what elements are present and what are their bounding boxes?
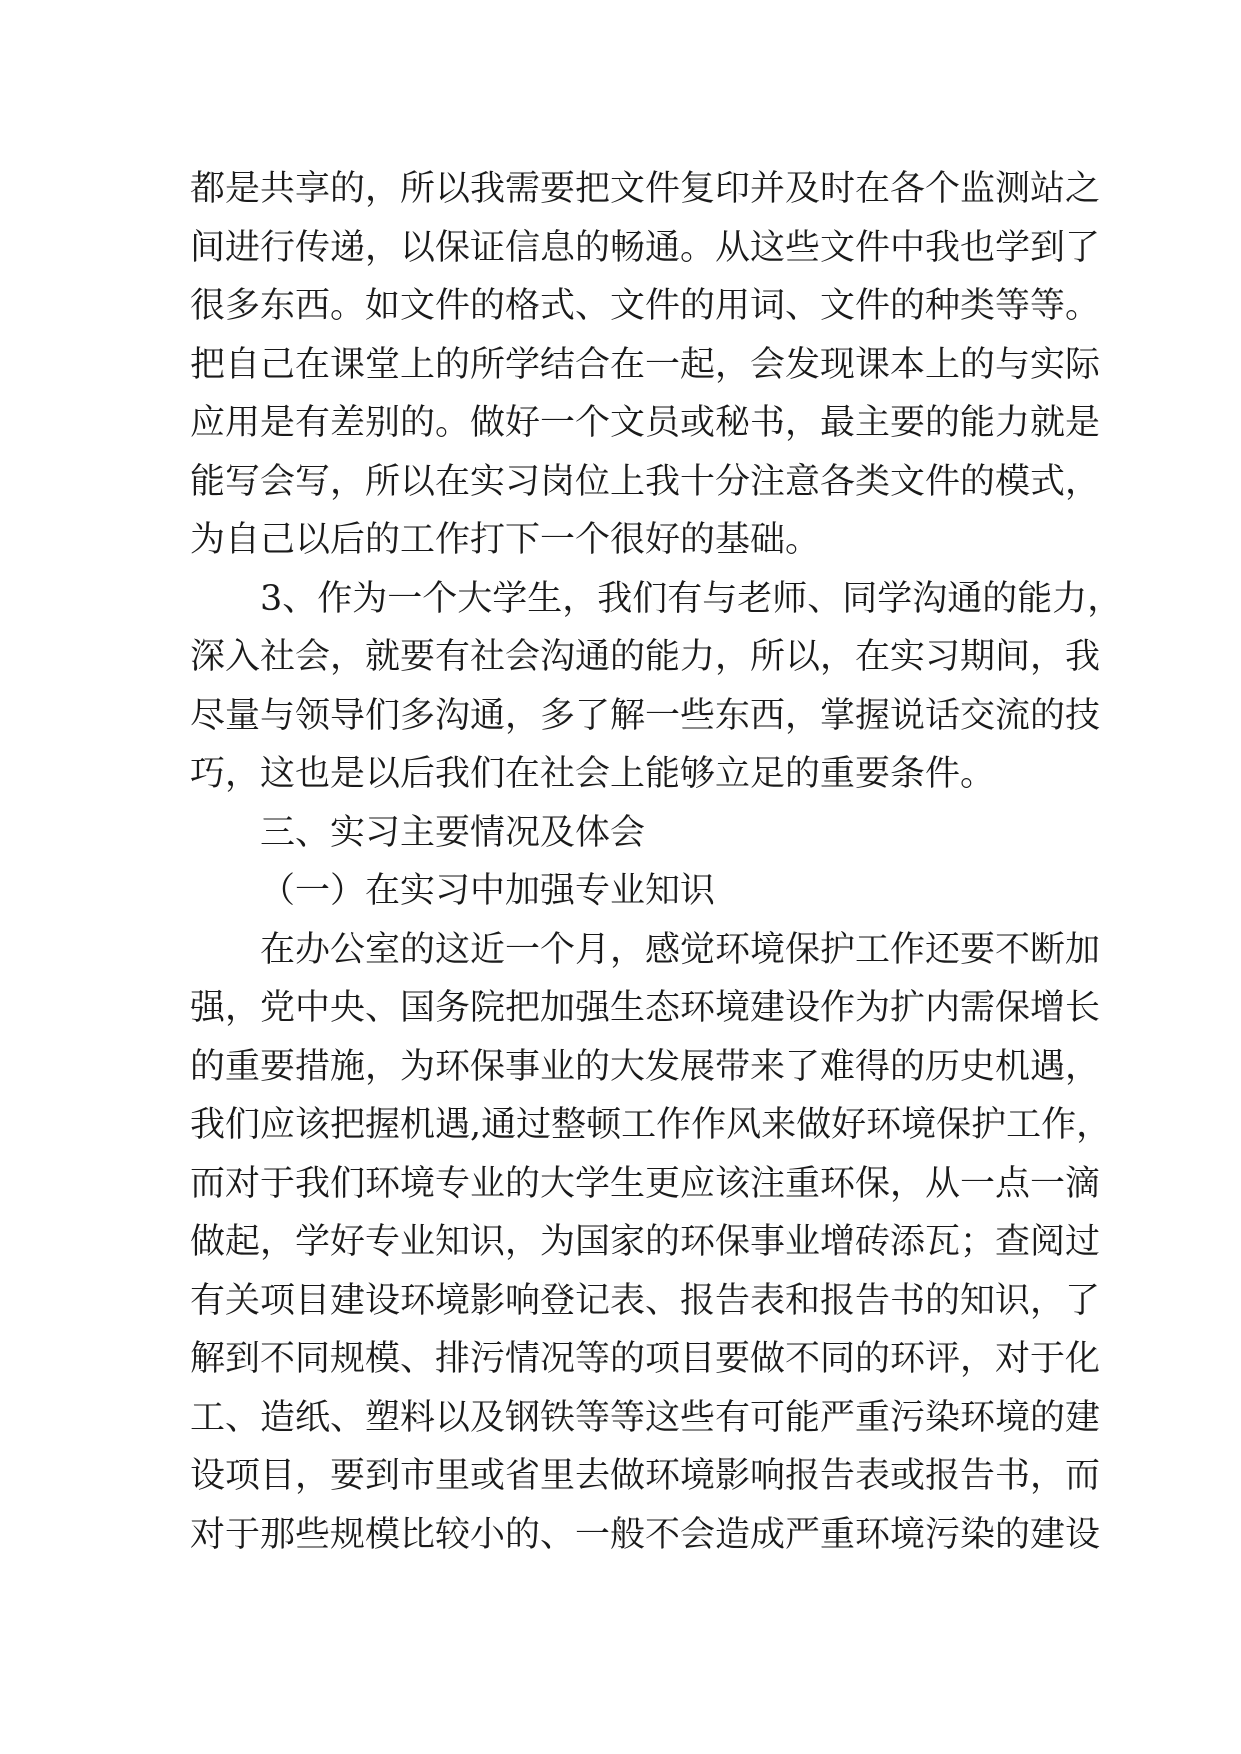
text-line: 间进行传递，以保证信息的畅通。从这些文件中我也学到了 <box>190 227 1101 268</box>
text-line: 的重要措施，为环保事业的大发展带来了难得的历史机遇， <box>190 1046 1101 1087</box>
body-text <box>190 160 1123 1564</box>
text-line: 对于那些规模比较小的、一般不会造成严重环境污染的建设 <box>190 1514 1101 1555</box>
text-line: 我们应该把握机遇,通过整顿工作作风来做好环境保护工作， <box>190 1105 1112 1145</box>
text-line: （一）在实习中加强专业知识 <box>260 871 716 911</box>
text-line: 巧，这也是以后我们在社会上能够立足的重要条件。 <box>190 754 996 794</box>
text-line: 把自己在课堂上的所学结合在一起，会发现课本上的与实际 <box>190 344 1101 385</box>
text-line: 都是共享的，所以我需要把文件复印并及时在各个监测站之 <box>190 169 1101 209</box>
text-line: 强，党中央、国务院把加强生态环境建设作为扩内需保增长 <box>190 988 1101 1028</box>
text-line: 为自己以后的工作打下一个很好的基础。 <box>190 520 821 560</box>
text-line: 很多东西。如文件的格式、文件的用词、文件的种类等等。 <box>190 286 1101 326</box>
text-line: 能写会写，所以在实习岗位上我十分注意各类文件的模式， <box>190 461 1101 502</box>
text-line: 三、实习主要情况及体会 <box>260 812 646 853</box>
text-line: 深入社会，就要有社会沟通的能力，所以，在实习期间，我 <box>190 637 1101 677</box>
text-line: 设项目，要到市里或省里去做环境影响报告表或报告书，而 <box>190 1456 1101 1496</box>
text-line: 解到不同规模、排污情况等的项目要做不同的环评，对于化 <box>190 1339 1101 1379</box>
text-line: 应用是有差别的。做好一个文员或秘书，最主要的能力就是 <box>190 403 1101 443</box>
text-line: 3、作为一个大学生，我们有与老师、同学沟通的能力， <box>260 578 1123 619</box>
text-line: 而对于我们环境专业的大学生更应该注重环保，从一点一滴 <box>190 1163 1101 1204</box>
text-line: 尽量与领导们多沟通，多了解一些东西，掌握说话交流的技 <box>190 695 1101 736</box>
text-line: 在办公室的这近一个月，感觉环境保护工作还要不断加 <box>260 929 1101 970</box>
text-line: 有关项目建设环境影响登记表、报告表和报告书的知识，了 <box>190 1280 1101 1321</box>
text-line: 做起，学好专业知识，为国家的环保事业增砖添瓦；查阅过 <box>190 1222 1101 1262</box>
text-line: 工、造纸、塑料以及钢铁等等这些有可能严重污染环境的建 <box>190 1397 1101 1438</box>
